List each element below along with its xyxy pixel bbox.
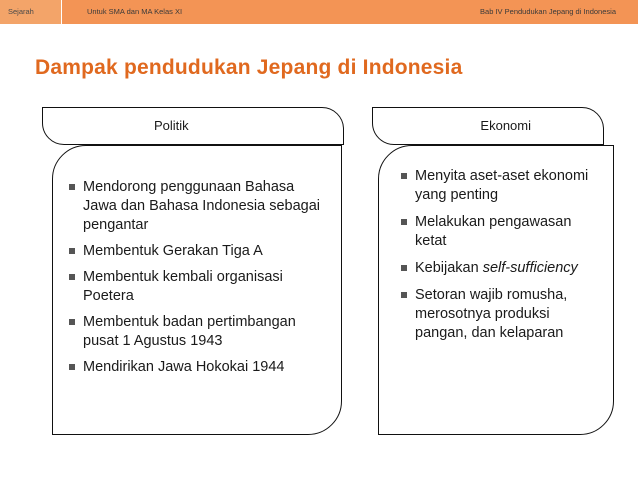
ekonomi-list bbox=[401, 167, 603, 343]
bullet-icon bbox=[69, 184, 75, 190]
bullet-icon bbox=[69, 248, 75, 254]
list-item: Membentuk kembali organisasi Poetera bbox=[69, 268, 327, 306]
ekonomi-list-box bbox=[378, 145, 614, 435]
list-item: Kebijakan self-sufficiency bbox=[401, 259, 603, 278]
politik-heading-box bbox=[42, 107, 344, 145]
ekonomi-heading-box bbox=[372, 107, 604, 145]
list-item: Menyita aset-aset ekonomi yang penting bbox=[401, 167, 603, 205]
ekonomi-heading: Ekonomi bbox=[480, 118, 531, 133]
politik-heading: Politik bbox=[154, 118, 189, 133]
list-item: Mendorong penggunaan Bahasa Jawa dan Bahasa Indonesia sebagai pengantar bbox=[69, 178, 327, 235]
chapter-label: Bab IV Pendudukan Jepang di Indonesia bbox=[480, 7, 616, 16]
bullet-icon bbox=[401, 265, 407, 271]
bullet-icon bbox=[401, 292, 407, 298]
list-item: Setoran wajib romusha, merosotnya produksi pangan, dan kelaparan bbox=[401, 286, 603, 343]
bullet-icon bbox=[401, 173, 407, 179]
emphasis-text: self-sufficiency bbox=[482, 260, 578, 276]
top-bar bbox=[0, 0, 638, 24]
list-item: Melakukan pengawasan ketat bbox=[401, 213, 603, 251]
top-bar-main bbox=[62, 0, 638, 24]
list-item: Membentuk Gerakan Tiga A bbox=[69, 242, 327, 261]
politik-list-box bbox=[52, 145, 342, 435]
bullet-icon bbox=[69, 319, 75, 325]
course-label: Untuk SMA dan MA Kelas XI bbox=[87, 7, 183, 16]
list-item: Mendirikan Jawa Hokokai 1944 bbox=[69, 358, 327, 377]
section-label: Sejarah bbox=[0, 0, 62, 24]
politik-list bbox=[69, 178, 327, 377]
bullet-icon bbox=[69, 274, 75, 280]
bullet-icon bbox=[69, 364, 75, 370]
list-item: Membentuk badan pertimbangan pusat 1 Agustus 1943 bbox=[69, 313, 327, 351]
slide-title: Dampak pendudukan Jepang di Indonesia bbox=[35, 56, 463, 79]
bullet-icon bbox=[401, 219, 407, 225]
